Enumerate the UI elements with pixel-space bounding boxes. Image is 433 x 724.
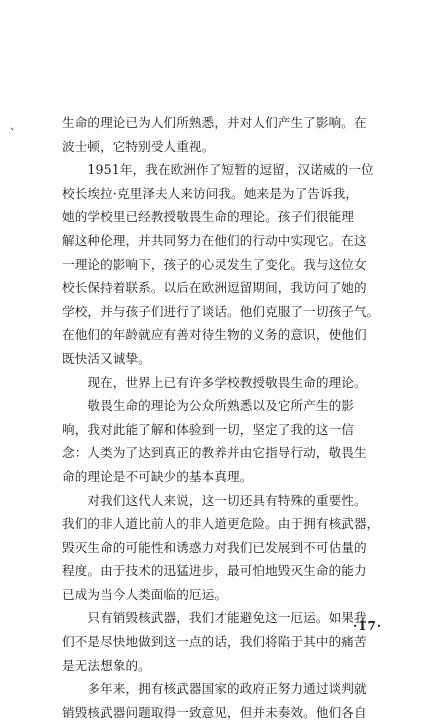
text-line: 她的学校里已经教授敬畏生命的理论。孩子们很能理 bbox=[62, 209, 354, 225]
margin-mark: 、 bbox=[10, 119, 21, 132]
text-line: 波士顿，它特别受人重视。 bbox=[62, 138, 215, 154]
text-line: 只有销毁核武器，我们才能避免这一厄运。如果我 bbox=[62, 610, 367, 626]
text-line: 们不是尽快地做到这一点的话，我们将陷于其中的痛苦 bbox=[62, 634, 367, 650]
text-line: 响，我对此能了解和体验到一切，坚定了我的这一信 bbox=[62, 421, 354, 437]
text-line: 既快活又诚挚。 bbox=[62, 350, 151, 366]
text-line: 现在，世界上已有许多学校教授敬畏生命的理论。 bbox=[62, 374, 367, 390]
text-line: 是无法想象的。 bbox=[62, 657, 151, 673]
text-line: 毁灭生命的可能性和诱惑力对我们已发展到不可估量的 bbox=[62, 539, 367, 555]
text-line: 解这种伦理，并共同努力在他们的行动中实现它。在这 bbox=[62, 232, 367, 248]
text-line: 命的理论是不可缺少的基本真理。 bbox=[62, 468, 253, 484]
text-line: 已成为当今人类面临的厄运。 bbox=[62, 586, 228, 602]
text-line: 学校，并与孩子们进行了谈话。他们克服了一切孩子气。 bbox=[62, 303, 380, 319]
page-number: ·17· bbox=[352, 619, 382, 633]
text-line: 念：人类为了达到真正的教养并由它指导行动，敬畏生 bbox=[62, 445, 367, 461]
text-line: 敬畏生命的理论为公众所熟悉以及它所产生的影 bbox=[62, 398, 354, 414]
text-line: 多年来，拥有核武器国家的政府正努力通过谈判就 bbox=[62, 681, 367, 697]
text-line: 一理论的影响下，孩子的心灵发生了变化。我与这位女 bbox=[62, 256, 367, 272]
body-text bbox=[62, 111, 384, 724]
text-line: 1951年，我在欧洲作了短暂的逗留，汉诺威的一位 bbox=[62, 162, 374, 178]
text-line: 销毁核武器问题取得一致意见，但并未奏效。他们各自 bbox=[62, 704, 367, 720]
text-line: 我们的非人道比前人的非人道更危险。由于拥有核武器， bbox=[62, 516, 380, 532]
text-line: 程度。由于技术的迅猛进步，最可怕地毁灭生命的能力 bbox=[62, 563, 367, 579]
text-line: 校长保持着联系。以后在欧洲逗留期间，我访问了她的 bbox=[62, 280, 367, 296]
text-line: 在他们的年龄就应有善对待生物的义务的意识，使他们 bbox=[62, 327, 367, 343]
text-line: 校长埃拉·克里泽夫人来访问我。她来是为了告诉我， bbox=[62, 185, 359, 201]
text-line: 生命的理论已为人们所熟悉，并对人们产生了影响。在 bbox=[62, 115, 367, 130]
text-line: 对我们这代人来说，这一切还具有特殊的重要性。 bbox=[62, 492, 367, 508]
